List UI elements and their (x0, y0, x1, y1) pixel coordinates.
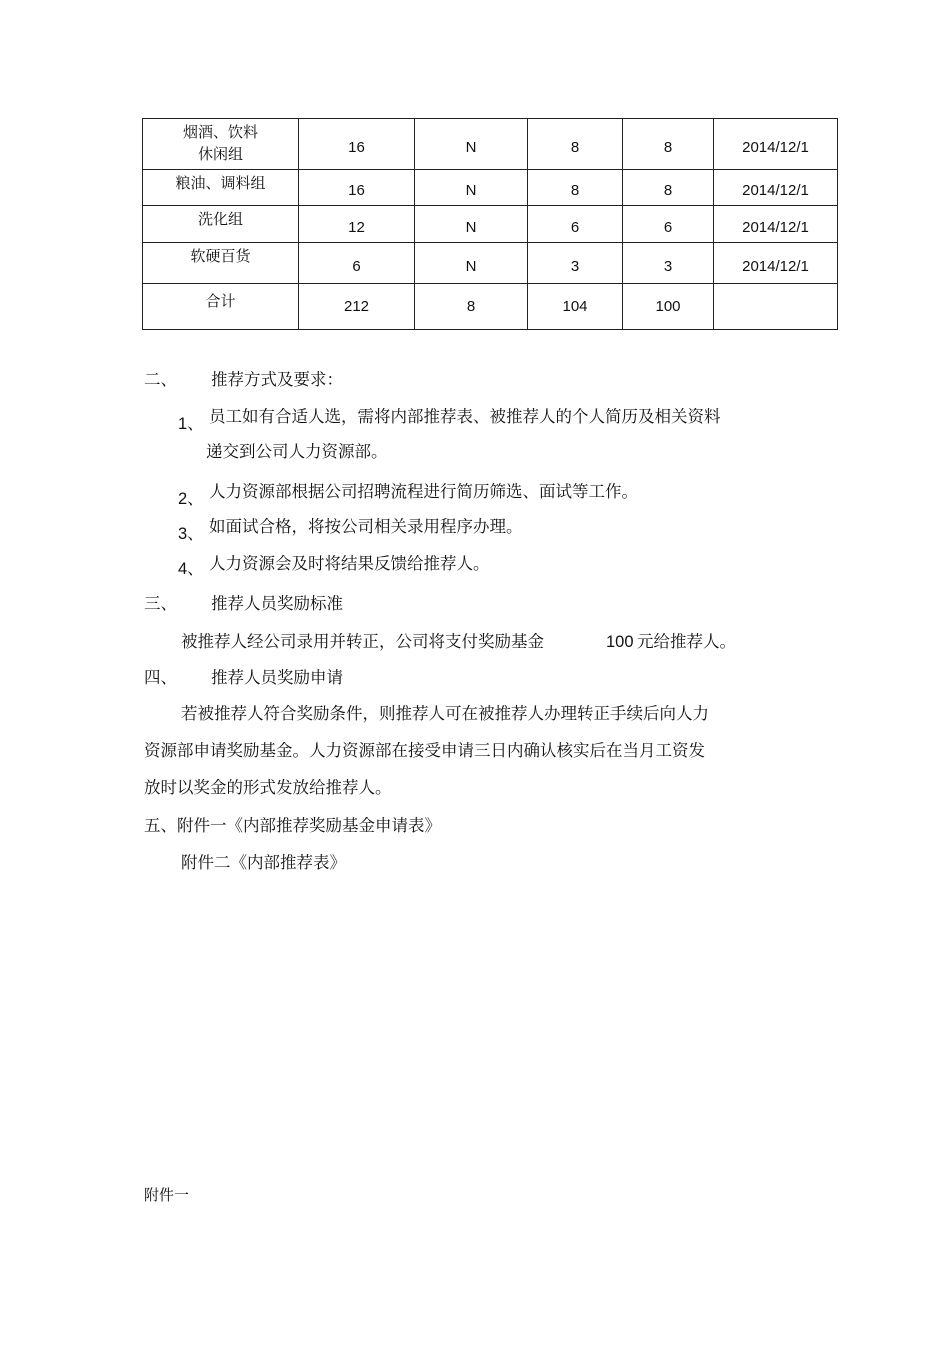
section4-number: 四、 (144, 668, 177, 687)
reward-text: 被推荐人经公司录用并转正，公司将支付奖励基金 (181, 632, 544, 651)
table-cell: 8 (528, 119, 623, 170)
group-name-cell: 粮油、调料组 (143, 170, 299, 206)
total-label-cell: 合计 (143, 284, 299, 330)
item-number: 3、 (178, 525, 204, 543)
paragraph-line: 若被推荐人符合奖励条件，则推荐人可在被推荐人办理转正手续后向人力 (181, 704, 709, 723)
date-cell: 2014/12/1 (714, 119, 838, 170)
table-total-row (143, 284, 838, 330)
table-cell: 3 (528, 243, 623, 284)
paragraph-line: 资源部申请奖励基金。人力资源部在接受申请三日内确认核实后在当月工资发 (144, 741, 705, 760)
item-number: 1、 (178, 415, 204, 433)
table-cell: 8 (415, 284, 528, 330)
item-text: 如面试合格，将按公司相关录用程序办理。 (209, 517, 523, 536)
table-cell: 6 (623, 206, 714, 243)
attachment-label: 附件一 (144, 1186, 190, 1204)
date-cell (714, 284, 838, 330)
item-number: 2、 (178, 490, 204, 508)
table-row (143, 170, 838, 206)
table-cell: 12 (299, 206, 415, 243)
table-cell: N (415, 119, 528, 170)
reward-amount: 100 (606, 633, 634, 651)
table-cell: 104 (528, 284, 623, 330)
item-text: 人力资源会及时将结果反馈给推荐人。 (209, 554, 490, 573)
table-cell: 6 (299, 243, 415, 284)
section2-heading: 推荐方式及要求： (211, 370, 343, 389)
item-text: 人力资源部根据公司招聘流程进行简历筛选、面试等工作。 (209, 482, 638, 501)
quota-table (142, 118, 838, 330)
attachment-line: 附件二《内部推荐表》 (181, 853, 346, 872)
table-cell: 212 (299, 284, 415, 330)
table-cell: N (415, 206, 528, 243)
item-number: 4、 (178, 560, 204, 578)
table-cell: 8 (528, 170, 623, 206)
group-name-line: 烟酒、饮料 (182, 123, 258, 141)
item-text: 员工如有合适人选，需将内部推荐表、被推荐人的个人简历及相关资料 (209, 407, 721, 426)
table-cell: 16 (299, 170, 415, 206)
table-cell: N (415, 170, 528, 206)
table-cell: 6 (528, 206, 623, 243)
group-name-cell: 软硬百货 (143, 243, 299, 284)
table-cell: 8 (623, 170, 714, 206)
group-name-cell (143, 119, 299, 170)
table-cell: 8 (623, 119, 714, 170)
table-row (143, 119, 838, 170)
table-row (143, 243, 838, 284)
table-cell: 100 (623, 284, 714, 330)
paragraph-line: 放时以奖金的形式发放给推荐人。 (144, 778, 392, 797)
item-text-continued: 递交到公司人力资源部。 (206, 442, 388, 461)
date-cell: 2014/12/1 (714, 170, 838, 206)
section4-heading: 推荐人员奖励申请 (211, 668, 343, 687)
date-cell: 2014/12/1 (714, 243, 838, 284)
group-name-line: 休闲组 (197, 145, 243, 163)
attachment-line: 五、附件一《内部推荐奖励基金申请表》 (144, 816, 441, 835)
reward-text-suffix: 元给推荐人。 (637, 632, 736, 651)
section3-heading: 推荐人员奖励标准 (211, 594, 343, 613)
table-cell: N (415, 243, 528, 284)
section2-number: 二、 (144, 370, 177, 389)
section3-number: 三、 (144, 594, 177, 613)
table-row (143, 206, 838, 243)
table-cell: 16 (299, 119, 415, 170)
group-name-cell: 洗化组 (143, 206, 299, 243)
date-cell: 2014/12/1 (714, 206, 838, 243)
table-cell: 3 (623, 243, 714, 284)
